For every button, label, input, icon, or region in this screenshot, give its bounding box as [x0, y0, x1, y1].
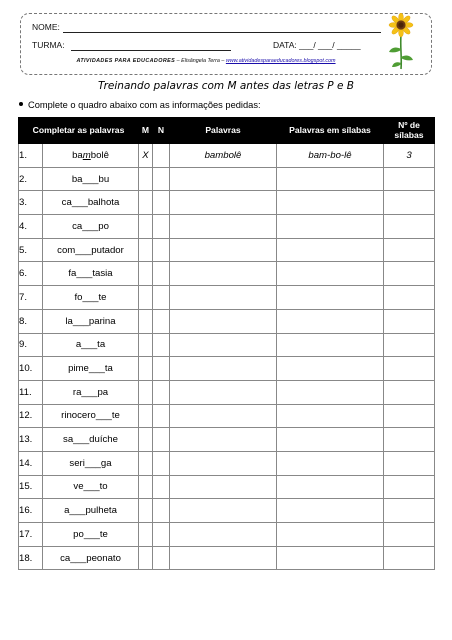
word-suffix: ga	[100, 457, 112, 469]
cell-qtd-silabas[interactable]	[384, 309, 435, 333]
header-completar: Completar as palavras	[19, 118, 139, 144]
row-number: 6.	[19, 262, 43, 286]
turma-label: TURMA:	[32, 40, 65, 50]
table-row	[19, 167, 435, 191]
word-blank[interactable]: ___	[83, 528, 100, 540]
cell-n[interactable]	[153, 262, 170, 286]
cell-m[interactable]	[139, 262, 153, 286]
cell-palavra[interactable]	[170, 451, 277, 475]
cell-qtd-silabas[interactable]	[384, 380, 435, 404]
word-to-complete[interactable]	[43, 499, 139, 523]
table-row	[19, 451, 435, 475]
cell-n[interactable]	[153, 523, 170, 547]
row-number: 13.	[19, 428, 43, 452]
word-blank[interactable]: ___	[95, 410, 112, 422]
cell-silabas[interactable]	[277, 191, 384, 215]
row-number: 12.	[19, 404, 43, 428]
row-number: 17.	[19, 523, 43, 547]
word-blank[interactable]: ___	[76, 268, 93, 280]
word-blank[interactable]: ___	[82, 173, 99, 185]
cell-silabas[interactable]	[277, 238, 384, 262]
cell-n[interactable]	[153, 286, 170, 310]
row-number: 3.	[19, 191, 43, 215]
cell-qtd-silabas[interactable]	[384, 523, 435, 547]
cell-n[interactable]	[153, 499, 170, 523]
word-to-complete[interactable]	[43, 404, 139, 428]
credit-link[interactable]: www.atividadesparaeducadores.blogspot.com	[225, 58, 336, 64]
word-to-complete[interactable]	[43, 286, 139, 310]
cell-palavra[interactable]: bambolê	[170, 144, 277, 168]
cell-qtd-silabas[interactable]	[384, 262, 435, 286]
cell-n[interactable]	[153, 144, 170, 168]
cell-palavra[interactable]	[170, 262, 277, 286]
word-prefix: pime	[68, 363, 89, 375]
table-row	[19, 475, 435, 499]
word-suffix: ta	[104, 363, 113, 375]
cell-silabas[interactable]	[277, 215, 384, 239]
word-blank[interactable]: ___	[70, 552, 87, 564]
cell-m[interactable]	[139, 380, 153, 404]
row-number: 18.	[19, 546, 43, 570]
nome-field[interactable]	[63, 32, 381, 33]
cell-palavra[interactable]	[170, 546, 277, 570]
cell-silabas[interactable]	[277, 546, 384, 570]
word-prefix: com	[57, 244, 76, 256]
word-prefix: po	[73, 528, 84, 540]
cell-silabas[interactable]	[277, 475, 384, 499]
word-blank[interactable]: ___	[83, 481, 100, 493]
word-to-complete[interactable]	[43, 428, 139, 452]
table-row	[19, 428, 435, 452]
word-suffix: te	[99, 528, 108, 540]
cell-qtd-silabas[interactable]	[384, 404, 435, 428]
word-blank[interactable]: ___	[84, 457, 101, 469]
sunflower-icon	[386, 13, 416, 71]
table-row	[19, 523, 435, 547]
word-blank[interactable]: ___	[81, 386, 98, 398]
word-blank[interactable]: ___	[82, 291, 99, 303]
header-silabas: Palavras em sílabas	[277, 118, 384, 144]
word-suffix: peonato	[86, 552, 121, 564]
table-row	[19, 357, 435, 381]
cell-palavra[interactable]	[170, 380, 277, 404]
cell-silabas[interactable]	[277, 262, 384, 286]
row-number: 1.	[19, 144, 43, 168]
word-prefix: ba	[72, 149, 83, 161]
cell-silabas[interactable]	[277, 499, 384, 523]
cell-qtd-silabas[interactable]	[384, 333, 435, 357]
cell-n[interactable]	[153, 475, 170, 499]
cell-palavra[interactable]	[170, 428, 277, 452]
cell-m[interactable]	[139, 191, 153, 215]
word-prefix: rinocero	[61, 410, 96, 422]
word-prefix: ra	[72, 386, 82, 398]
word-blank[interactable]: ___	[82, 220, 99, 232]
word-prefix: ve	[73, 481, 84, 493]
cell-m[interactable]: X	[139, 144, 153, 168]
cell-silabas[interactable]	[277, 333, 384, 357]
cell-silabas[interactable]	[277, 167, 384, 191]
word-prefix: ca	[60, 552, 71, 564]
word-suffix: parina	[88, 315, 116, 327]
data-label[interactable]: DATA: ___/ ___/ _____	[273, 40, 361, 50]
table-row	[19, 309, 435, 333]
cell-m[interactable]	[139, 523, 153, 547]
cell-qtd-silabas[interactable]	[384, 451, 435, 475]
word-suffix: to	[99, 481, 108, 493]
table-row	[19, 333, 435, 357]
cell-silabas[interactable]	[277, 286, 384, 310]
word-suffix: balhota	[87, 197, 120, 209]
nome-label: NOME:	[32, 22, 60, 32]
cell-palavra[interactable]	[170, 357, 277, 381]
word-prefix: a	[64, 505, 70, 517]
word-prefix: ca	[61, 197, 72, 209]
word-suffix: pa	[97, 386, 109, 398]
credit-author: – Elisângela Terra –	[175, 58, 226, 64]
row-number: 2.	[19, 167, 43, 191]
cell-qtd-silabas[interactable]	[384, 215, 435, 239]
word-to-complete[interactable]	[43, 144, 139, 168]
cell-palavra[interactable]	[170, 167, 277, 191]
cell-palavra[interactable]	[170, 215, 277, 239]
word-to-complete[interactable]	[43, 191, 139, 215]
word-suffix: te	[98, 291, 107, 303]
cell-qtd-silabas[interactable]: 3	[384, 144, 435, 168]
cell-qtd-silabas[interactable]	[384, 167, 435, 191]
word-to-complete[interactable]	[43, 262, 139, 286]
cell-m[interactable]	[139, 475, 153, 499]
word-prefix: sa	[63, 434, 74, 446]
header-n: N	[153, 118, 170, 144]
cell-qtd-silabas[interactable]	[384, 428, 435, 452]
cell-qtd-silabas[interactable]	[384, 357, 435, 381]
word-blank[interactable]: ___	[73, 434, 90, 446]
word-to-complete[interactable]	[43, 333, 139, 357]
table-row	[19, 262, 435, 286]
row-number: 10.	[19, 357, 43, 381]
word-to-complete[interactable]	[43, 238, 139, 262]
cell-palavra[interactable]	[170, 499, 277, 523]
cell-palavra[interactable]	[170, 475, 277, 499]
word-blank[interactable]: m	[82, 149, 91, 161]
cell-palavra[interactable]	[170, 309, 277, 333]
word-prefix: seri	[69, 457, 85, 469]
header-box	[20, 13, 432, 75]
cell-m[interactable]	[139, 309, 153, 333]
word-prefix: ba	[71, 173, 83, 185]
word-prefix: fa	[68, 268, 77, 280]
word-to-complete[interactable]	[43, 475, 139, 499]
row-number: 4.	[19, 215, 43, 239]
table-row	[19, 215, 435, 239]
word-blank[interactable]: ___	[88, 363, 105, 375]
header-palavras: Palavras	[170, 118, 277, 144]
cell-qtd-silabas[interactable]	[384, 546, 435, 570]
cell-palavra[interactable]	[170, 191, 277, 215]
word-to-complete[interactable]	[43, 546, 139, 570]
word-to-complete[interactable]	[43, 309, 139, 333]
cell-palavra[interactable]	[170, 238, 277, 262]
word-suffix: putador	[91, 244, 124, 256]
word-prefix: la	[65, 315, 73, 327]
word-blank[interactable]: ___	[71, 197, 88, 209]
cell-n[interactable]	[153, 404, 170, 428]
word-blank[interactable]: ___	[72, 315, 89, 327]
row-number: 8.	[19, 309, 43, 333]
cell-m[interactable]	[139, 215, 153, 239]
cell-n[interactable]	[153, 191, 170, 215]
cell-silabas[interactable]	[277, 309, 384, 333]
exercise-table	[18, 117, 435, 570]
cell-silabas[interactable]	[277, 380, 384, 404]
cell-qtd-silabas[interactable]	[384, 475, 435, 499]
word-blank[interactable]: ___	[75, 244, 92, 256]
table-row	[19, 499, 435, 523]
word-suffix: te	[111, 410, 120, 422]
cell-silabas[interactable]	[277, 523, 384, 547]
cell-n[interactable]	[153, 428, 170, 452]
word-suffix: ta	[97, 339, 106, 351]
cell-palavra[interactable]	[170, 333, 277, 357]
cell-palavra[interactable]	[170, 523, 277, 547]
page-title: Treinando palavras com M antes das letras P e B	[98, 80, 354, 92]
word-to-complete[interactable]	[43, 523, 139, 547]
cell-m[interactable]	[139, 286, 153, 310]
turma-field[interactable]	[71, 50, 231, 51]
cell-m[interactable]	[139, 546, 153, 570]
cell-palavra[interactable]	[170, 404, 277, 428]
table-row	[19, 404, 435, 428]
table-header-row	[19, 118, 435, 144]
row-number: 5.	[19, 238, 43, 262]
row-number: 11.	[19, 380, 43, 404]
cell-m[interactable]	[139, 357, 153, 381]
word-to-complete[interactable]	[43, 215, 139, 239]
cell-n[interactable]	[153, 333, 170, 357]
word-suffix: po	[98, 220, 109, 232]
row-number: 9.	[19, 333, 43, 357]
cell-silabas[interactable]	[277, 428, 384, 452]
cell-m[interactable]	[139, 428, 153, 452]
word-prefix: ca	[72, 220, 83, 232]
cell-palavra[interactable]	[170, 286, 277, 310]
cell-m[interactable]	[139, 451, 153, 475]
cell-n[interactable]	[153, 309, 170, 333]
word-suffix: bolê	[90, 149, 109, 161]
cell-n[interactable]	[153, 380, 170, 404]
word-suffix: bu	[98, 173, 110, 185]
table-row	[19, 546, 435, 570]
table-row	[19, 286, 435, 310]
cell-silabas[interactable]	[277, 404, 384, 428]
header-m: M	[139, 118, 153, 144]
word-blank[interactable]: ___	[81, 339, 98, 351]
cell-n[interactable]	[153, 357, 170, 381]
instruction-text: Complete o quadro abaixo com as informações pedidas:	[28, 100, 261, 110]
table-row	[19, 144, 435, 168]
row-number: 15.	[19, 475, 43, 499]
word-suffix: pulheta	[85, 505, 117, 517]
cell-n[interactable]	[153, 167, 170, 191]
word-suffix: tasia	[92, 268, 113, 280]
cell-n[interactable]	[153, 238, 170, 262]
word-to-complete[interactable]	[43, 451, 139, 475]
row-number: 14.	[19, 451, 43, 475]
cell-m[interactable]	[139, 238, 153, 262]
table-row	[19, 191, 435, 215]
cell-m[interactable]	[139, 499, 153, 523]
word-prefix: fo	[74, 291, 83, 303]
row-number: 16.	[19, 499, 43, 523]
cell-qtd-silabas[interactable]	[384, 238, 435, 262]
word-suffix: duíche	[89, 434, 118, 446]
word-prefix: a	[75, 339, 82, 351]
credit-brand: ATIVIDADES PARA EDUCADORES	[76, 58, 176, 64]
credit-line	[21, 58, 391, 64]
cell-n[interactable]	[153, 215, 170, 239]
cell-silabas[interactable]	[277, 357, 384, 381]
word-to-complete[interactable]	[43, 167, 139, 191]
table-row	[19, 238, 435, 262]
cell-n[interactable]	[153, 451, 170, 475]
row-number: 7.	[19, 286, 43, 310]
cell-m[interactable]	[139, 167, 153, 191]
cell-m[interactable]	[139, 333, 153, 357]
cell-silabas[interactable]: bam-bo-lê	[277, 144, 384, 168]
table-row	[19, 380, 435, 404]
cell-silabas[interactable]	[277, 451, 384, 475]
cell-m[interactable]	[139, 404, 153, 428]
header-numero-silabas: Nº de sílabas	[384, 118, 435, 144]
bullet-icon	[19, 102, 23, 106]
word-blank[interactable]: ___	[69, 505, 86, 517]
cell-qtd-silabas[interactable]	[384, 499, 435, 523]
cell-n[interactable]	[153, 546, 170, 570]
cell-qtd-silabas[interactable]	[384, 191, 435, 215]
cell-qtd-silabas[interactable]	[384, 286, 435, 310]
word-to-complete[interactable]	[43, 380, 139, 404]
word-to-complete[interactable]	[43, 357, 139, 381]
